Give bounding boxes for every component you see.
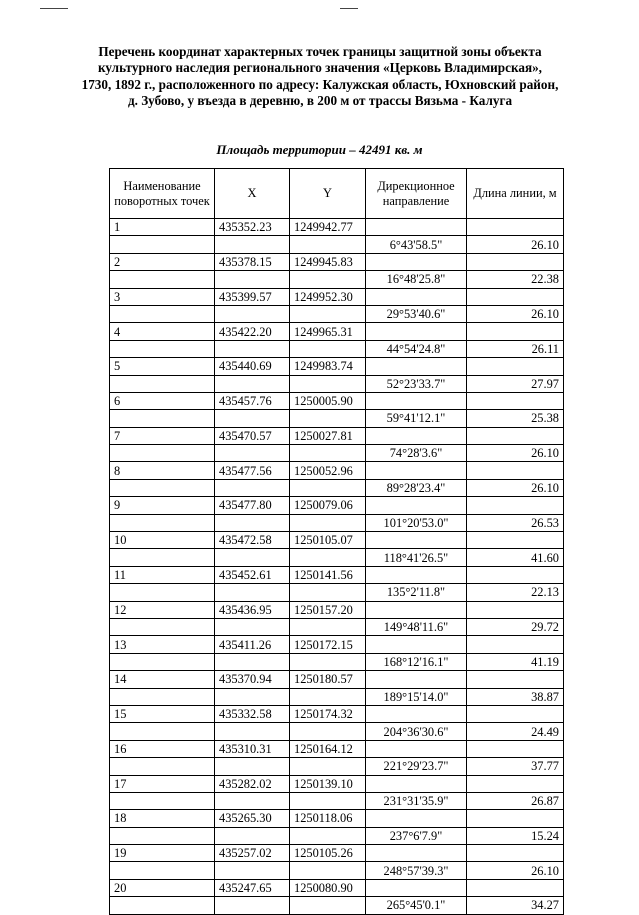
empty-cell [215, 792, 290, 809]
empty-cell [215, 514, 290, 531]
table-header-row [110, 169, 564, 219]
segment-length: 37.77 [467, 758, 564, 775]
empty-cell [215, 410, 290, 427]
point-number: 8 [110, 462, 215, 479]
empty-cell [215, 688, 290, 705]
empty-cell [467, 253, 564, 270]
segment-length: 22.38 [467, 271, 564, 288]
segment-row [110, 758, 564, 775]
point-y: 1250005.90 [290, 392, 366, 409]
empty-cell [467, 671, 564, 688]
empty-cell [467, 705, 564, 722]
empty-cell [366, 740, 467, 757]
point-number: 17 [110, 775, 215, 792]
segment-length: 26.10 [467, 479, 564, 496]
empty-cell [215, 549, 290, 566]
segment-row [110, 792, 564, 809]
segment-row [110, 305, 564, 322]
header-length: Длина линии, м [467, 169, 564, 219]
segment-row [110, 618, 564, 635]
empty-cell [215, 305, 290, 322]
point-y: 1249965.31 [290, 323, 366, 340]
point-number: 16 [110, 740, 215, 757]
point-number: 15 [110, 705, 215, 722]
empty-cell [110, 236, 215, 253]
empty-cell [366, 427, 467, 444]
point-y: 1250105.07 [290, 532, 366, 549]
point-row [110, 532, 564, 549]
empty-cell [215, 479, 290, 496]
point-row [110, 601, 564, 618]
point-x: 435470.57 [215, 427, 290, 444]
top-rule-left [40, 8, 68, 9]
empty-cell [215, 723, 290, 740]
header-x: X [215, 169, 290, 219]
empty-cell [290, 410, 366, 427]
empty-cell [366, 810, 467, 827]
empty-cell [467, 323, 564, 340]
segment-row [110, 653, 564, 670]
empty-cell [366, 845, 467, 862]
segment-row [110, 271, 564, 288]
segment-direction: 59°41'12.1" [366, 410, 467, 427]
segment-length: 27.97 [467, 375, 564, 392]
title-line: культурного наследия регионального значения «Церковь Владимирская», [98, 60, 542, 76]
point-x: 435422.20 [215, 323, 290, 340]
point-x: 435436.95 [215, 601, 290, 618]
empty-cell [290, 445, 366, 462]
point-number: 4 [110, 323, 215, 340]
empty-cell [290, 514, 366, 531]
point-y: 1249942.77 [290, 219, 366, 236]
point-row [110, 497, 564, 514]
segment-direction: 135°2'11.8" [366, 584, 467, 601]
segment-direction: 29°53'40.6" [366, 305, 467, 322]
empty-cell [110, 479, 215, 496]
point-number: 1 [110, 219, 215, 236]
empty-cell [290, 688, 366, 705]
point-x: 435247.65 [215, 879, 290, 896]
point-y: 1250079.06 [290, 497, 366, 514]
empty-cell [467, 845, 564, 862]
empty-cell [290, 723, 366, 740]
point-number: 13 [110, 636, 215, 653]
point-y: 1249983.74 [290, 358, 366, 375]
point-x: 435310.31 [215, 740, 290, 757]
empty-cell [290, 618, 366, 635]
segment-row [110, 549, 564, 566]
point-y: 1250174.32 [290, 705, 366, 722]
segment-direction: 74°28'3.6" [366, 445, 467, 462]
empty-cell [110, 410, 215, 427]
empty-cell [215, 584, 290, 601]
segment-direction: 149°48'11.6" [366, 618, 467, 635]
empty-cell [290, 479, 366, 496]
empty-cell [366, 671, 467, 688]
empty-cell [467, 219, 564, 236]
empty-cell [366, 636, 467, 653]
empty-cell [290, 375, 366, 392]
empty-cell [366, 462, 467, 479]
point-y: 1250080.90 [290, 879, 366, 896]
point-x: 435477.56 [215, 462, 290, 479]
point-row [110, 705, 564, 722]
empty-cell [366, 879, 467, 896]
empty-cell [366, 288, 467, 305]
point-row [110, 671, 564, 688]
segment-direction: 231°31'35.9" [366, 792, 467, 809]
empty-cell [467, 358, 564, 375]
empty-cell [110, 618, 215, 635]
coordinates-table [109, 168, 564, 915]
point-row [110, 740, 564, 757]
segment-length: 26.11 [467, 340, 564, 357]
empty-cell [467, 462, 564, 479]
point-x: 435332.58 [215, 705, 290, 722]
point-x: 435477.80 [215, 497, 290, 514]
point-number: 20 [110, 879, 215, 896]
point-number: 5 [110, 358, 215, 375]
point-row [110, 775, 564, 792]
segment-length: 29.72 [467, 618, 564, 635]
segment-direction: 52°23'33.7" [366, 375, 467, 392]
segment-direction: 189°15'14.0" [366, 688, 467, 705]
point-row [110, 845, 564, 862]
point-x: 435282.02 [215, 775, 290, 792]
segment-direction: 118°41'26.5" [366, 549, 467, 566]
point-number: 9 [110, 497, 215, 514]
segment-direction: 204°36'30.6" [366, 723, 467, 740]
segment-row [110, 410, 564, 427]
empty-cell [290, 584, 366, 601]
empty-cell [366, 775, 467, 792]
point-number: 11 [110, 566, 215, 583]
empty-cell [467, 497, 564, 514]
point-number: 3 [110, 288, 215, 305]
segment-direction: 221°29'23.7" [366, 758, 467, 775]
empty-cell [110, 584, 215, 601]
empty-cell [290, 340, 366, 357]
segment-direction: 101°20'53.0" [366, 514, 467, 531]
empty-cell [366, 497, 467, 514]
empty-cell [366, 358, 467, 375]
document-title [40, 44, 600, 110]
point-y: 1250164.12 [290, 740, 366, 757]
point-row [110, 358, 564, 375]
point-row [110, 879, 564, 896]
segment-length: 24.49 [467, 723, 564, 740]
header-direction: Дирекционное направление [366, 169, 467, 219]
segment-length: 26.10 [467, 862, 564, 879]
territory-area: Площадь территории – 42491 кв. м [216, 142, 423, 157]
point-row [110, 253, 564, 270]
empty-cell [215, 758, 290, 775]
segment-row [110, 445, 564, 462]
empty-cell [467, 532, 564, 549]
empty-cell [467, 566, 564, 583]
empty-cell [366, 253, 467, 270]
empty-cell [290, 653, 366, 670]
title-line: д. Зубово, у въезда в деревню, в 200 м от трассы Вязьма - Калуга [127, 93, 513, 109]
point-number: 6 [110, 392, 215, 409]
point-x: 435378.15 [215, 253, 290, 270]
point-y: 1250172.15 [290, 636, 366, 653]
point-row [110, 392, 564, 409]
empty-cell [467, 879, 564, 896]
header-y: Y [290, 169, 366, 219]
empty-cell [110, 375, 215, 392]
empty-cell [366, 323, 467, 340]
empty-cell [467, 427, 564, 444]
empty-cell [290, 271, 366, 288]
point-row [110, 636, 564, 653]
segment-length: 26.53 [467, 514, 564, 531]
empty-cell [467, 392, 564, 409]
empty-cell [467, 288, 564, 305]
point-y: 1250157.20 [290, 601, 366, 618]
segment-row [110, 862, 564, 879]
segment-direction: 237°6'7.9" [366, 827, 467, 844]
empty-cell [467, 775, 564, 792]
segment-row [110, 479, 564, 496]
empty-cell [366, 601, 467, 618]
empty-cell [110, 305, 215, 322]
point-y: 1250052.96 [290, 462, 366, 479]
segment-length: 25.38 [467, 410, 564, 427]
empty-cell [215, 653, 290, 670]
empty-cell [110, 862, 215, 879]
empty-cell [110, 723, 215, 740]
empty-cell [366, 566, 467, 583]
point-y: 1250139.10 [290, 775, 366, 792]
point-row [110, 323, 564, 340]
empty-cell [110, 445, 215, 462]
segment-row [110, 723, 564, 740]
point-x: 435411.26 [215, 636, 290, 653]
point-number: 10 [110, 532, 215, 549]
point-y: 1250105.26 [290, 845, 366, 862]
point-y: 1250027.81 [290, 427, 366, 444]
empty-cell [290, 792, 366, 809]
point-number: 7 [110, 427, 215, 444]
segment-length: 15.24 [467, 827, 564, 844]
point-x: 435265.30 [215, 810, 290, 827]
point-row [110, 219, 564, 236]
segment-row [110, 584, 564, 601]
empty-cell [110, 827, 215, 844]
segment-length: 26.87 [467, 792, 564, 809]
point-x: 435457.76 [215, 392, 290, 409]
point-number: 18 [110, 810, 215, 827]
empty-cell [215, 271, 290, 288]
empty-cell [110, 792, 215, 809]
empty-cell [290, 897, 366, 914]
empty-cell [110, 653, 215, 670]
segment-length: 26.10 [467, 445, 564, 462]
title-line: 1730, 1892 г., расположенного по адресу: Калужская область, Юхновский район, [81, 76, 559, 92]
point-x: 435440.69 [215, 358, 290, 375]
segment-row [110, 514, 564, 531]
empty-cell [467, 810, 564, 827]
empty-cell [290, 827, 366, 844]
segment-length: 22.13 [467, 584, 564, 601]
point-y: 1249952.30 [290, 288, 366, 305]
empty-cell [215, 340, 290, 357]
segment-length: 26.10 [467, 236, 564, 253]
segment-row [110, 688, 564, 705]
segment-direction: 168°12'16.1" [366, 653, 467, 670]
segment-length: 41.60 [467, 549, 564, 566]
empty-cell [215, 618, 290, 635]
segment-row [110, 340, 564, 357]
empty-cell [290, 236, 366, 253]
empty-cell [215, 862, 290, 879]
segment-length: 41.19 [467, 653, 564, 670]
empty-cell [290, 549, 366, 566]
segment-row [110, 897, 564, 914]
empty-cell [110, 897, 215, 914]
table-body [110, 219, 564, 915]
empty-cell [290, 305, 366, 322]
segment-row [110, 236, 564, 253]
segment-length: 38.87 [467, 688, 564, 705]
point-x: 435472.58 [215, 532, 290, 549]
empty-cell [215, 236, 290, 253]
empty-cell [110, 688, 215, 705]
empty-cell [290, 758, 366, 775]
empty-cell [467, 601, 564, 618]
empty-cell [215, 897, 290, 914]
point-number: 12 [110, 601, 215, 618]
empty-cell [290, 862, 366, 879]
empty-cell [110, 549, 215, 566]
point-number: 14 [110, 671, 215, 688]
segment-direction: 265°45'0.1" [366, 897, 467, 914]
segment-row [110, 827, 564, 844]
empty-cell [366, 532, 467, 549]
point-number: 19 [110, 845, 215, 862]
header-point-name: Наименование поворотных точек [110, 169, 215, 219]
segment-direction: 16°48'25.8" [366, 271, 467, 288]
point-x: 435257.02 [215, 845, 290, 862]
empty-cell [110, 514, 215, 531]
segment-length: 26.10 [467, 305, 564, 322]
point-number: 2 [110, 253, 215, 270]
point-row [110, 427, 564, 444]
empty-cell [467, 740, 564, 757]
point-x: 435352.23 [215, 219, 290, 236]
empty-cell [215, 827, 290, 844]
point-x: 435452.61 [215, 566, 290, 583]
point-y: 1250118.06 [290, 810, 366, 827]
empty-cell [366, 705, 467, 722]
segment-direction: 44°54'24.8" [366, 340, 467, 357]
segment-direction: 89°28'23.4" [366, 479, 467, 496]
empty-cell [215, 445, 290, 462]
point-row [110, 462, 564, 479]
empty-cell [215, 375, 290, 392]
empty-cell [467, 636, 564, 653]
empty-cell [110, 340, 215, 357]
point-x: 435399.57 [215, 288, 290, 305]
point-row [110, 566, 564, 583]
point-row [110, 810, 564, 827]
point-y: 1250141.56 [290, 566, 366, 583]
point-y: 1250180.57 [290, 671, 366, 688]
point-x: 435370.94 [215, 671, 290, 688]
point-y: 1249945.83 [290, 253, 366, 270]
title-line: Перечень координат характерных точек границы защитной зоны объекта [98, 44, 542, 59]
empty-cell [110, 271, 215, 288]
segment-direction: 248°57'39.3" [366, 862, 467, 879]
empty-cell [366, 392, 467, 409]
top-rule-right [340, 8, 358, 9]
segment-row [110, 375, 564, 392]
segment-direction: 6°43'58.5" [366, 236, 467, 253]
empty-cell [366, 219, 467, 236]
empty-cell [110, 758, 215, 775]
segment-length: 34.27 [467, 897, 564, 914]
point-row [110, 288, 564, 305]
